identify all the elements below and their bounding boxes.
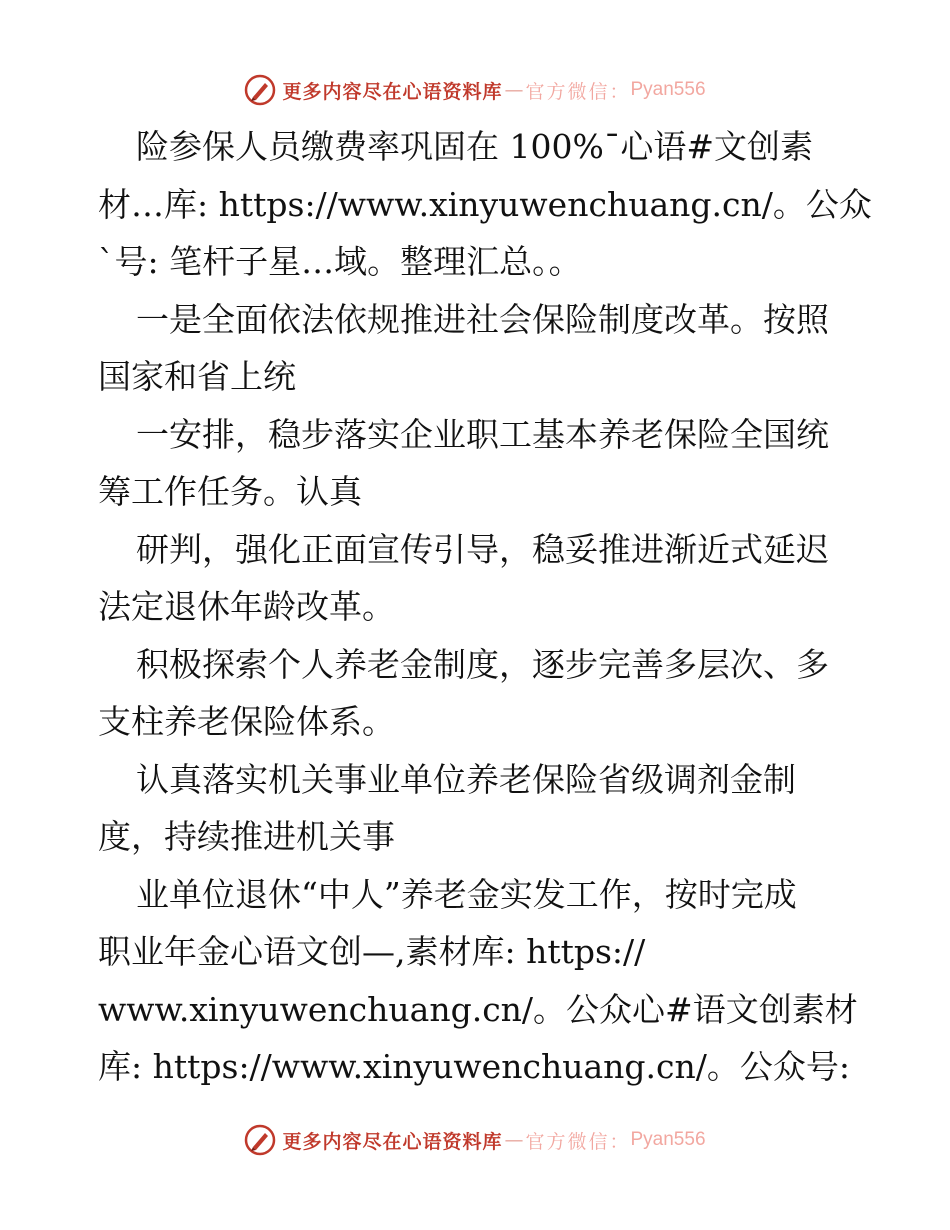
pen-seal-logo-icon xyxy=(244,1124,276,1156)
document-body xyxy=(98,118,872,1096)
banner-subtitle: 官方微信： xyxy=(525,1130,631,1153)
text-line: 认真落实机关事业单位养老保险省级调剂金制 xyxy=(136,759,796,799)
text-line: 职业年金心语文创—,素材库: https:// xyxy=(98,932,646,971)
text-line: www.xinyuwenchuang.cn/。公众心#语文创素材 xyxy=(98,989,858,1029)
banner-title: 更多内容尽在心语资料库 xyxy=(282,80,503,103)
banner-subtitle: 官方微信： xyxy=(525,80,631,103)
banner-separator: — xyxy=(504,79,524,101)
text-line: 支柱养老保险体系。 xyxy=(98,702,395,741)
text-line: 筹工作任务。认真 xyxy=(98,472,362,511)
text-line: 国家和省上统 xyxy=(98,357,296,396)
text-line: 险参保人员缴费率巩固在 100%¯心语#文创素 xyxy=(136,127,813,166)
header-banner xyxy=(0,72,950,108)
text-line: 库: https://www.xinyuwenchuang.cn/。公众号: xyxy=(98,1047,850,1086)
banner-wechat-id: Pyan556 xyxy=(630,79,706,100)
banner-wechat-id: Pyan556 xyxy=(630,1129,706,1150)
text-line: 一安排，稳步落实企业职工基本养老保险全国统 xyxy=(136,414,829,454)
text-line: 法定退休年龄改革。 xyxy=(98,587,395,626)
text-line: 研判，强化正面宣传引导，稳妥推进渐近式延迟 xyxy=(136,529,829,569)
text-line: 一是全面依法依规推进社会保险制度改革。按照 xyxy=(136,299,829,339)
banner-title: 更多内容尽在心语资料库 xyxy=(282,1130,503,1153)
pen-seal-logo-icon xyxy=(244,74,276,106)
text-line: 业单位退休“中人”养老金实发工作，按时完成 xyxy=(136,874,797,914)
text-line: 材…库: https://www.xinyuwenchuang.cn/。公众 xyxy=(98,184,872,224)
text-line: 积极探索个人养老金制度，逐步完善多层次、多 xyxy=(136,644,829,684)
text-line: `号: 笔杆子星…域。整理汇总。。 xyxy=(98,242,582,281)
footer-banner xyxy=(0,1122,950,1158)
text-line: 度，持续推进机关事 xyxy=(98,817,395,856)
banner-separator: — xyxy=(504,1129,524,1151)
